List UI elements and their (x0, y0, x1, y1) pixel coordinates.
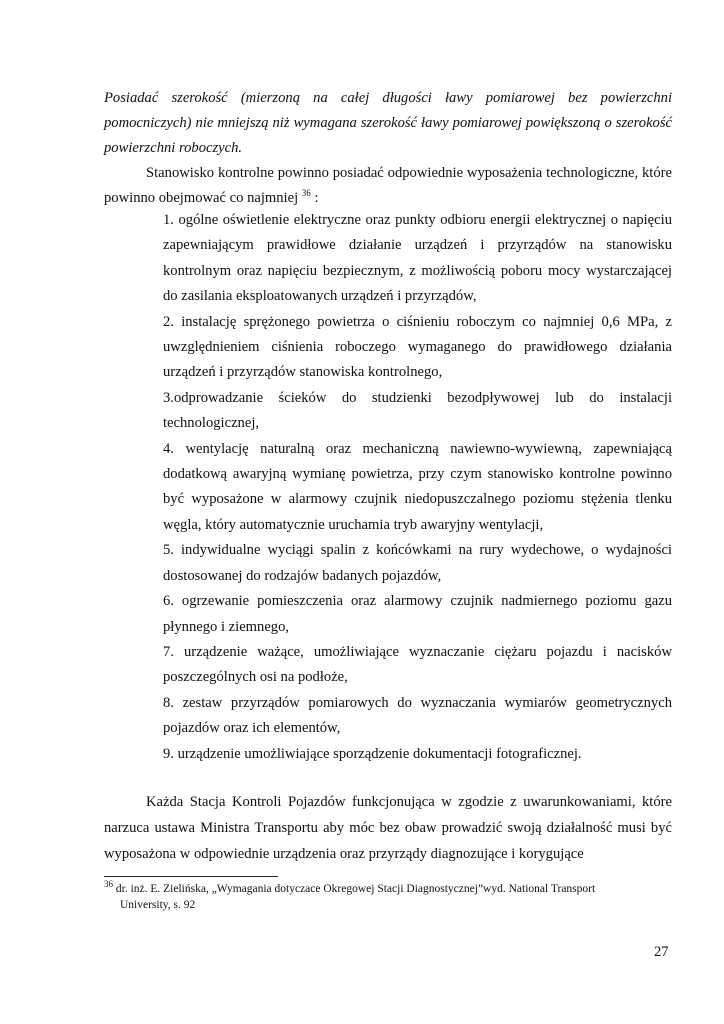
footnote-separator (104, 876, 278, 877)
paragraph-station-requirements: Każda Stacja Kontroli Pojazdów funkcjonująca w zgodzie z uwarunkowaniami, które narzuca ustawa Ministra Transportu aby móc bez obaw prowadzić swoją działalność musi być wyposażona w odpowiednie urządzenia oraz przyrządy diagnozujące i korygujące (104, 794, 672, 862)
paragraph-text: Stanowisko kontrolne powinno posiadać odpowiednie wyposażenia technologiczne, które powinno obejmować co najmniej (104, 165, 672, 206)
intro-italic-paragraph: Posiadać szerokość (mierzoną na całej długości ławy pomiarowej bez powierzchni pomocniczych) nie mniejszą niż wymagana szerokość ławy pomiarowej powiększoną o szerokość powierzchni roboczych. (104, 90, 672, 156)
list-item: 7. urządzenie ważące, umożliwiające wyznaczanie ciężaru pojazdu i nacisków poszczególnych osi na podłoże, (163, 643, 672, 686)
list-item: 5. indywidualne wyciągi spalin z końcówkami na rury wydechowe, o wydajności dostosowanej do rodzajów badanych pojazdów, (163, 542, 672, 584)
footnote-line1: dr. inż. E. Zielińska, „Wymagania dotyczace Okregowej Stacji Diagnostycznej”wyd. National Transport (113, 883, 596, 895)
footnote-reference: 36 (301, 188, 311, 199)
equipment-list (163, 208, 672, 767)
paragraph-equipment-intro (104, 161, 672, 211)
list-item: 3.odprowadzanie ścieków do studzienki bezodpływowej lub do instalacji technologicznej, (163, 389, 672, 432)
list-item: 6. ogrzewanie pomieszczenia oraz alarmowy czujnik nadmiernego poziomu gazu płynnego i ziemnego, (163, 593, 672, 635)
list-item: 1. ogólne oświetlenie elektryczne oraz punkty odbioru energii elektrycznej o napięciu zapewniającym prawidłowe działanie urządzeń i przyrządów na stanowisku kontrolnym oraz napięciu bezpiecznym, z możliwością poboru mocy wystarczającej do zasilania eksploatowanych urządzeń i przyrządów, (163, 212, 672, 305)
footnote (104, 881, 664, 913)
footnote-number: 36 (104, 879, 113, 890)
list-item: 9. urządzenie umożliwiające sporządzenie dokumentacji fotograficznej. (163, 745, 582, 762)
paragraph-trailing: : (310, 190, 319, 206)
list-item: 2. instalację sprężonego powietrza o ciśnieniu roboczym co najmniej 0,6 MPa, z uwzględnieniem ciśnienia roboczego wymaganego do prawidłowego działania urządzeń i przyrządów stanowiska kontrolnego, (163, 313, 672, 381)
list-item: 4. wentylację naturalną oraz mechaniczną nawiewno-wywiewną, zapewniającą dodatkową awaryjną wymianę powietrza, przy czym stanowisko kontrolne powinno być wyposażone w alarmowy czujnik niedopuszczalnego poziomu stężenia tlenku węgla, który automatycznie uruchamia tryb awaryjny wentylacji, (163, 440, 672, 533)
page-number: 27 (654, 944, 669, 960)
list-item: 8. zestaw przyrządów pomiarowych do wyznaczania wymiarów geometrycznych pojazdów oraz ich elementów, (163, 694, 672, 737)
footnote-line2: University, s. 92 (120, 899, 196, 911)
